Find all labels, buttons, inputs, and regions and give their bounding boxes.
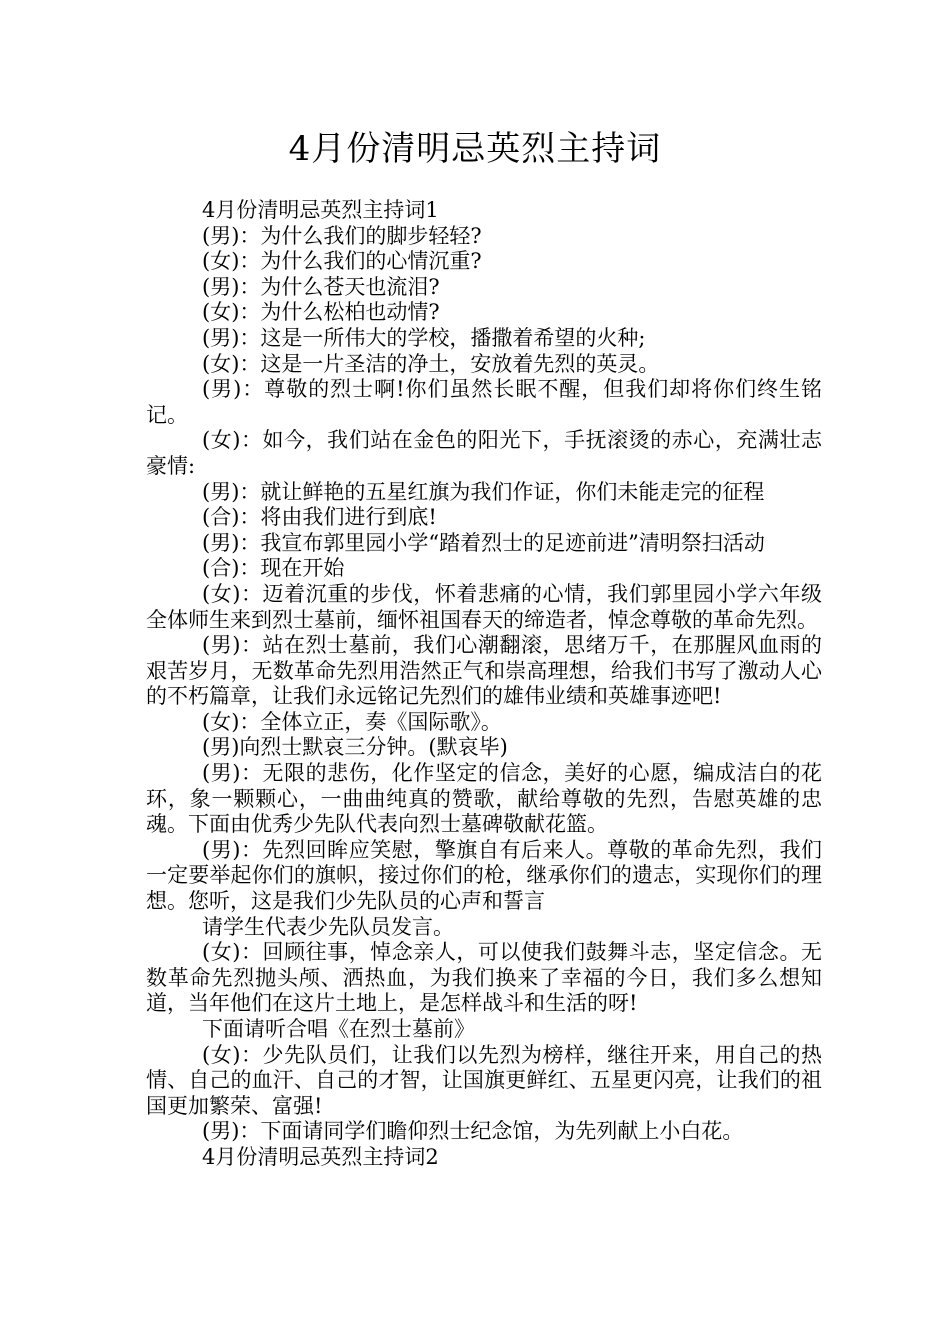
paragraph: (女)：回顾往事，悼念亲人，可以使我们鼓舞斗志，坚定信念。无数革命先烈抛头颅、洒热血，为我们换来了幸福的今日，我们多么想知道，当年他们在这片土地上，是怎样战斗和生活的呀! (146, 940, 822, 1016)
paragraph: (女)：如今，我们站在金色的阳光下，手抚滚烫的赤心，充满壮志豪情: (146, 428, 822, 478)
paragraph: (女)：为什么我们的心情沉重? (202, 249, 482, 274)
paragraph: (男)：先烈回眸应笑慰，擎旗自有后来人。尊敬的革命先烈，我们一定要举起你们的旗帜，接过你们的枪，继承你们的遗志，实现你们的理想。您听，这是我们少先队员的心声和誓言 (146, 837, 822, 914)
paragraph: (女)：少先队员们，让我们以先烈为榜样，继往开来，用自己的热情、自己的血汗、自己的才智，让国旗更鲜红、五星更闪亮，让我们的祖国更加繁荣、富强! (146, 1042, 822, 1118)
paragraph: (合)：将由我们进行到底! (202, 505, 437, 530)
paragraph: (男)：无限的悲伤，化作坚定的信念，美好的心愿，编成洁白的花环，象一颗颗心，一曲曲纯真的赞歌，献给尊敬的先烈，告慰英雄的忠魂。下面由优秀少先队代表向烈士墓碑敬献花篮。 (146, 761, 822, 837)
paragraph: 4月份清明忌英烈主持词2 (202, 1144, 439, 1169)
paragraph: (男)：站在烈士墓前，我们心潮翻滚，思绪万千，在那腥风血雨的艰苦岁月，无数革命先烈用浩然正气和崇高理想，给我们书写了激动人心的不朽篇章，让我们永远铭记先烈们的雄伟业绩和英雄事迹吧! (146, 633, 822, 709)
paragraph: (男)：就让鲜艳的五星红旗为我们作证，你们未能走完的征程 (202, 479, 765, 504)
paragraph: (男)：尊敬的烈士啊!你们虽然长眠不醒，但我们却将你们终生铭记。 (146, 377, 822, 427)
paragraph: 请学生代表少先队员发言。 (202, 914, 454, 939)
document-body (146, 198, 822, 1171)
paragraph: (男)：下面请同学们瞻仰烈士纪念馆，为先列献上小白花。 (202, 1119, 744, 1144)
paragraph: (合)：现在开始 (202, 556, 345, 581)
paragraph: (男)向烈士默哀三分钟。(默哀毕) (202, 735, 508, 760)
paragraph: (女)：为什么松柏也动情? (202, 300, 440, 325)
paragraph: (女)：迈着沉重的步伐，怀着悲痛的心情，我们郭里园小学六年级全体师生来到烈士墓前，缅怀祖国春天的缔造者，悼念尊敬的革命先烈。 (146, 581, 822, 632)
paragraph: (女)：全体立正，奏《国际歌》。 (202, 709, 502, 734)
paragraph: 4月份清明忌英烈主持词1 (202, 198, 439, 222)
page-title: 4月份清明忌英烈主持词 (288, 129, 662, 169)
paragraph: (男)：这是一所伟大的学校，播撒着希望的火种; (202, 325, 646, 350)
paragraph: (男)：为什么我们的脚步轻轻? (202, 223, 482, 248)
paragraph: (女)：这是一片圣洁的净土，安放着先烈的英灵。 (202, 351, 660, 376)
paragraph: 下面请听合唱《在烈士墓前》 (202, 1017, 475, 1041)
paragraph: (男)：我宣布郭里园小学“踏着烈士的足迹前进”清明祭扫活动 (202, 530, 765, 555)
paragraph: (男)：为什么苍天也流泪? (202, 274, 440, 299)
